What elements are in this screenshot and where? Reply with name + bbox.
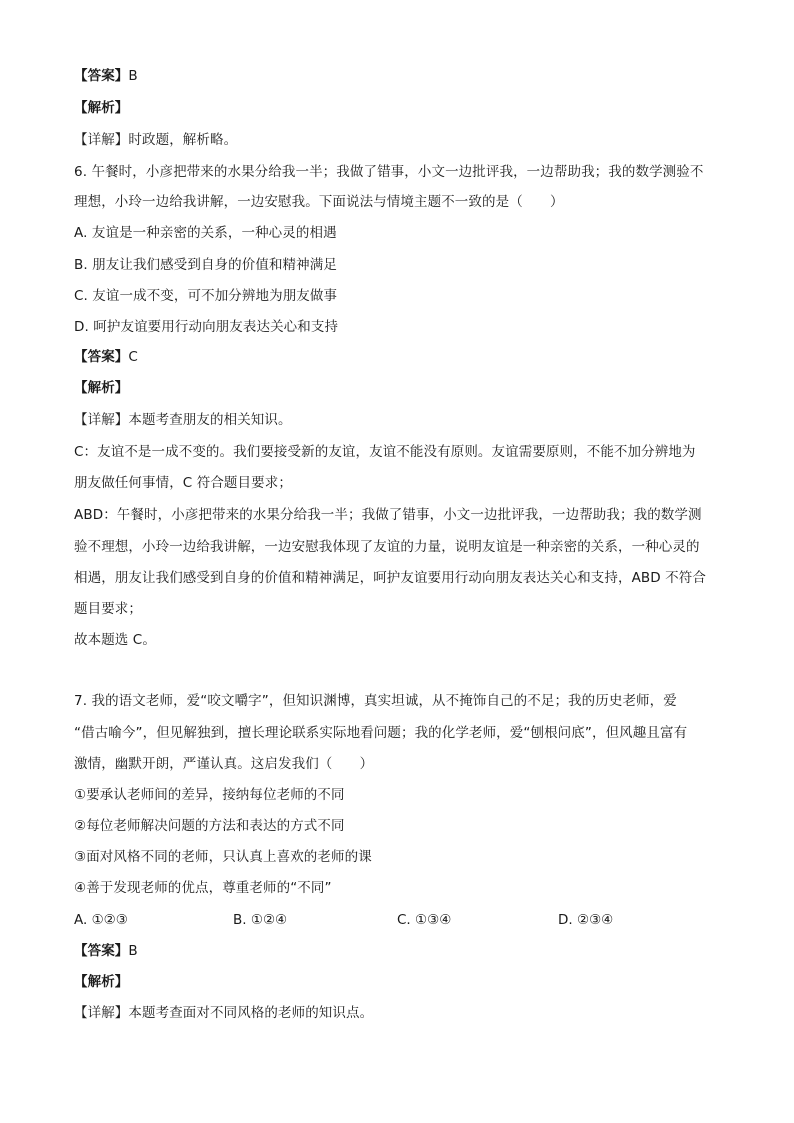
q7-statement-1: ①要承认老师间的差异，接纳每位老师的不同	[74, 787, 345, 803]
q6-explain-abd-line-4: 题目要求；	[74, 601, 142, 617]
q7-option-c: C. ①③④	[397, 912, 452, 928]
answer-value: C	[128, 349, 138, 365]
q5-detail: 【详解】时政题，解析略。	[74, 132, 238, 148]
q6-explain-abd-line-3: 相遇，朋友让我们感受到自身的价值和精神满足，呵护友谊要用行动向朋友表达关心和支持，ABD 不符合	[74, 570, 706, 586]
q5-analysis-tag: 【解析】	[74, 100, 129, 116]
q7-statement-2: ②每位老师解决问题的方法和表达的方式不同	[74, 818, 345, 834]
q7-statement-4: ④善于发现老师的优点，尊重老师的“不同”	[74, 880, 332, 896]
q7-option-a: A. ①②③	[74, 912, 128, 928]
q6-stem-line-1: 6. 午餐时，小彦把带来的水果分给我一半；我做了错事，小文一边批评我，一边帮助我；我的数学测验不	[74, 164, 704, 180]
q6-conclusion: 故本题选 C。	[74, 632, 156, 648]
q7-option-b: B. ①②④	[233, 912, 288, 928]
answer-tag: 【答案】	[74, 943, 129, 959]
q6-explain-c-line-1: C：友谊不是一成不变的。我们要接受新的友谊，友谊不能没有原则。友谊需要原则，不能不加分辨地为	[74, 444, 696, 460]
q7-detail: 【详解】本题考查面对不同风格的老师的知识点。	[74, 1005, 374, 1021]
q6-explain-c-line-2: 朋友做任何事情，C 符合题目要求；	[74, 475, 292, 491]
q7-statement-3: ③面对风格不同的老师，只认真上喜欢的老师的课	[74, 849, 372, 865]
q7-stem-line-3: 激情，幽默开朗，严谨认真。这启发我们（ ）	[74, 756, 374, 772]
answer-tag: 【答案】	[74, 68, 129, 84]
q6-explain-abd-line-1: ABD：午餐时，小彦把带来的水果分给我一半；我做了错事，小文一边批评我，一边帮助我；我的数学测	[74, 507, 702, 523]
q6-option-d: D. 呵护友谊要用行动向朋友表达关心和支持	[74, 319, 339, 335]
q7-stem-line-2: “借古喻今”，但见解独到，擅长理论联系实际地看问题；我的化学老师，爱“刨根问底”，但风趣且富有	[74, 725, 688, 741]
answer-value: B	[128, 943, 138, 959]
q6-option-a: A. 友谊是一种亲密的关系，一种心灵的相遇	[74, 225, 337, 241]
answer-tag: 【答案】	[74, 349, 129, 365]
q7-analysis-tag: 【解析】	[74, 974, 129, 990]
q5-answer	[74, 66, 138, 86]
q6-analysis-tag: 【解析】	[74, 380, 129, 396]
answer-value: B	[128, 68, 138, 84]
q6-detail: 【详解】本题考查朋友的相关知识。	[74, 412, 292, 428]
q6-stem-line-2: 理想，小玲一边给我讲解，一边安慰我。下面说法与情境主题不一致的是（ ）	[74, 194, 564, 210]
q6-answer	[74, 347, 138, 367]
q7-answer	[74, 941, 138, 961]
q6-option-b: B. 朋友让我们感受到自身的价值和精神满足	[74, 257, 337, 273]
q7-option-d: D. ②③④	[558, 912, 614, 928]
q7-stem-line-1: 7. 我的语文老师，爱“咬文嚼字”，但知识渊博，真实坦诚，从不掩饰自己的不足；我的历史老师，爱	[74, 693, 677, 709]
q6-explain-abd-line-2: 验不理想，小玲一边给我讲解，一边安慰我体现了友谊的力量，说明友谊是一种亲密的关系，一种心灵的	[74, 539, 700, 555]
q6-option-c: C. 友谊一成不变，可不加分辨地为朋友做事	[74, 288, 338, 304]
